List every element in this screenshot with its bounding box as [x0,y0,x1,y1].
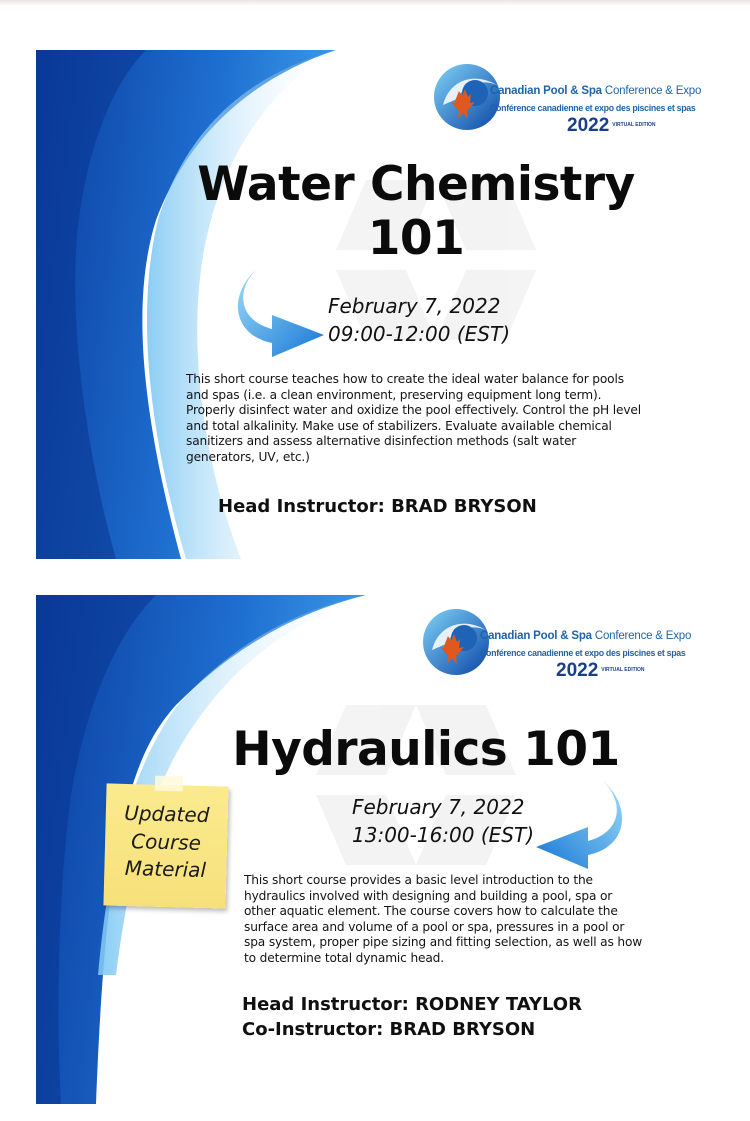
course-title: Hydraulics 101 [232,722,620,777]
sticky-note-tape [155,776,183,792]
course-date: February 7, 2022 09:00-12:00 (EST) [328,294,511,346]
logo-name-en: Canadian Pool & Spa Conference & Expo [490,85,702,97]
curved-arrow-icon [234,265,334,360]
logo-year: 2022 $^{VIRTUAL EDITION}$ [556,660,645,681]
logo-name-en: Canadian Pool & Spa Conference & Expo [480,630,692,642]
conference-logo-icon [422,606,492,678]
curved-arrow-icon [526,777,626,872]
course-title: Water Chemistry 101 [197,157,635,267]
head-instructor: Head Instructor: RODNEY TAYLOR [242,994,582,1015]
course-date: February 7, 2022 13:00-16:00 (EST) [352,795,535,847]
top-border [0,0,750,6]
course-description: This short course teaches how to create the ideal water balance for pools and spas (i.e. a clean environment, preserving equipment long term). Properly disinfect water and oxidize the pool effectively. Control the pH level and total alkalinity. Make use of stabilizers. Evaluate available chemical sanitizers and assess alternative disinfection methods (salt water generators, UV, etc.) [186,372,642,464]
sticky-note-text: Updated Course Material [123,800,210,883]
conference-logo-icon [433,61,503,133]
instructors [242,992,582,1042]
co-instructor: Co-Instructor: BRAD BRYSON [242,1019,536,1040]
logo-name-fr: Conférence canadienne et expo des piscines et spas [480,648,686,658]
head-instructor: Head Instructor: BRAD BRYSON [218,496,537,517]
sticky-note [103,783,228,908]
logo-name-fr: Conférence canadienne et expo des piscines et spas [490,103,696,113]
course-description: This short course provides a basic level introduction to the hydraulics involved with designing and building a pool, spa or other aquatic element. The course covers how to calculate the surface area and volume of a pool or spa, pressures in a pool or spa system, proper pipe sizing and fitting selection, as well as how to determine total dynamic head. [244,873,643,965]
logo-year: 2022 $^{VIRTUAL EDITION}$ [567,115,656,136]
course-card-water-chemistry [36,50,750,559]
